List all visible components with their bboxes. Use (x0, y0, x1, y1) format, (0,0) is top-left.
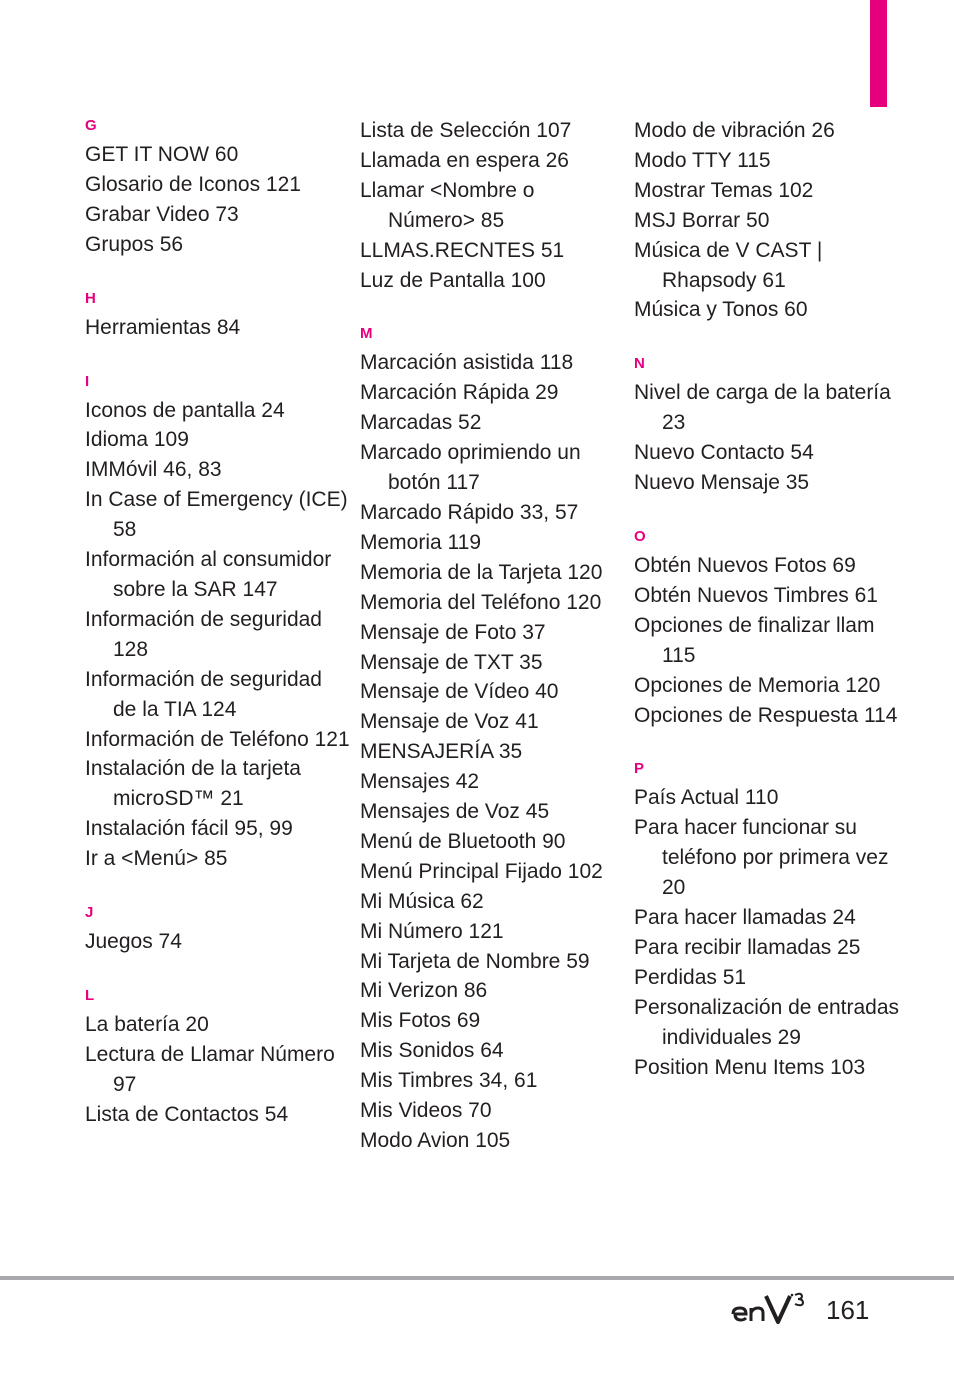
index-letter-heading: N (634, 355, 645, 373)
index-letter-heading: G (85, 117, 97, 134)
index-entry: Modo TTY 115 (634, 148, 771, 172)
index-entry: Mis Timbres 34, 61 (360, 1069, 538, 1093)
index-entry: Glosario de Iconos 121 (85, 172, 301, 196)
section-tab-marker (870, 0, 887, 107)
index-entry: Nuevo Mensaje 35 (634, 471, 810, 495)
index-entry: Memoria 119 (360, 530, 481, 554)
index-entry: Para hacer llamadas 24 (634, 906, 856, 930)
index-entry: Grupos 56 (85, 232, 184, 256)
index-letter-heading: I (85, 372, 90, 390)
index-entry: Mensajes 42 (360, 770, 480, 794)
index-section (85, 289, 350, 343)
index-entry: IMMóvil 46, 83 (85, 458, 222, 482)
index-entry: Mi Número 121 (360, 919, 504, 943)
index-column-1 (85, 116, 350, 1159)
index-entry: Mensaje de Vídeo 40 (360, 680, 559, 704)
index-entry: Opciones de Respuesta 114 (634, 703, 898, 727)
index-entry: Información de seguridad de la TIA 124 (85, 667, 322, 721)
index-section (634, 759, 899, 1082)
index-section (634, 116, 899, 325)
index-entry: Mensaje de Foto 37 (360, 620, 546, 644)
index-entry: La batería 20 (85, 1012, 209, 1036)
index-entry: Grabar Video 73 (85, 202, 239, 226)
index-entry: Position Menu Items 103 (634, 1055, 866, 1079)
index-entry: Marcado Rápido 33, 57 (360, 500, 579, 524)
page-number: 161 (826, 1295, 870, 1325)
index-entry: Perdidas 51 (634, 965, 747, 989)
index-entry: Llamada en espera 26 (360, 148, 569, 172)
index-letter-heading: L (85, 986, 95, 1004)
index-letter-heading: P (634, 760, 645, 778)
index-section (634, 354, 899, 498)
index-letter-heading: J (85, 904, 94, 922)
index-entry: MSJ Borrar 50 (634, 208, 770, 232)
index-letter-heading: H (85, 289, 96, 307)
env3-logo (731, 1289, 807, 1329)
index-entry: Obtén Nuevos Timbres 61 (634, 583, 878, 607)
index-column-3 (634, 116, 899, 1111)
index-entry: Ir a <Menú> 85 (85, 847, 228, 871)
index-entry: Música de V CAST | Rhapsody 61 (634, 238, 823, 292)
index-entry: Marcadas 52 (360, 411, 482, 435)
index-entry: Opciones de finalizar llam 115 (634, 613, 875, 667)
index-entry: Herramientas 84 (85, 315, 241, 339)
footer-rule (0, 1276, 954, 1280)
index-entry: Juegos 74 (85, 930, 182, 954)
index-section (360, 116, 625, 295)
index-entry: In Case of Emergency (ICE) 58 (85, 488, 348, 542)
index-entry: LLMAS.RECNTES 51 (360, 238, 565, 262)
index-entry: Menú Principal Fijado 102 (360, 859, 603, 883)
index-letter-heading: M (360, 325, 373, 343)
index-entry: MENSAJERÍA 35 (360, 740, 523, 764)
index-entry: Modo Avion 105 (360, 1129, 511, 1152)
index-entry: Memoria de la Tarjeta 120 (360, 560, 603, 584)
index-entry: Mi Música 62 (360, 889, 484, 913)
index-entry: Mi Tarjeta de Nombre 59 (360, 949, 590, 973)
index-entry: Lista de Selección 107 (360, 119, 572, 142)
index-section (85, 986, 350, 1130)
index-entry: Información al consumidor sobre la SAR 147 (85, 548, 332, 601)
index-entry: Nuevo Contacto 54 (634, 441, 814, 465)
index-section (85, 903, 350, 957)
index-entry: Para recibir llamadas 25 (634, 935, 861, 959)
index-section (634, 527, 899, 730)
index-entry: Modo de vibración 26 (634, 119, 835, 142)
index-entry: Mi Verizon 86 (360, 979, 488, 1003)
index-entry: Marcado oprimiendo un botón 117 (360, 441, 581, 495)
index-entry: Mis Fotos 69 (360, 1009, 481, 1033)
index-entry: Obtén Nuevos Fotos 69 (634, 553, 856, 577)
index-entry: Memoria del Teléfono 120 (360, 590, 602, 614)
index-entry: Opciones de Memoria 120 (634, 673, 881, 697)
index-entry: Información de seguridad 128 (85, 607, 322, 661)
index-section (360, 324, 625, 1155)
index-column-2 (360, 116, 625, 1185)
index-entry: GET IT NOW 60 (85, 143, 239, 166)
index-entry: Lectura de Llamar Número 97 (85, 1042, 335, 1096)
index-entry: Iconos de pantalla 24 (85, 398, 285, 422)
index-entry: Mis Videos 70 (360, 1099, 492, 1123)
index-entry: Mensajes de Voz 45 (360, 800, 550, 824)
index-section (85, 116, 350, 260)
index-entry: Llamar <Nombre o Número> 85 (360, 178, 535, 232)
index-entry: Para hacer funcionar su teléfono por primera vez 20 (634, 816, 889, 900)
index-entry: Mostrar Temas 102 (634, 178, 814, 202)
index-section (85, 372, 350, 875)
index-entry: Nivel de carga de la batería 23 (634, 381, 891, 435)
index-entry: Mensaje de TXT 35 (360, 650, 543, 674)
index-entry: Personalización de entradas individuales 29 (634, 995, 900, 1049)
index-entry: Información de Teléfono 121 (85, 727, 350, 751)
index-entry: Música y Tonos 60 (634, 298, 808, 322)
index-entry: País Actual 110 (634, 786, 779, 810)
index-entry: Marcación Rápida 29 (360, 381, 559, 405)
index-letter-heading: O (634, 527, 646, 545)
index-entry: Lista de Contactos 54 (85, 1102, 289, 1126)
index-entry: Mensaje de Voz 41 (360, 710, 539, 734)
index-entry: Luz de Pantalla 100 (360, 268, 546, 292)
index-entry: Idioma 109 (85, 428, 189, 452)
index-entry: Instalación de la tarjeta microSD™ 21 (85, 757, 301, 811)
index-entry: Instalación fácil 95, 99 (85, 817, 293, 841)
index-entry: Marcación asistida 118 (360, 351, 574, 375)
index-entry: Mis Sonidos 64 (360, 1039, 504, 1063)
index-entry: Menú de Bluetooth 90 (360, 829, 566, 853)
